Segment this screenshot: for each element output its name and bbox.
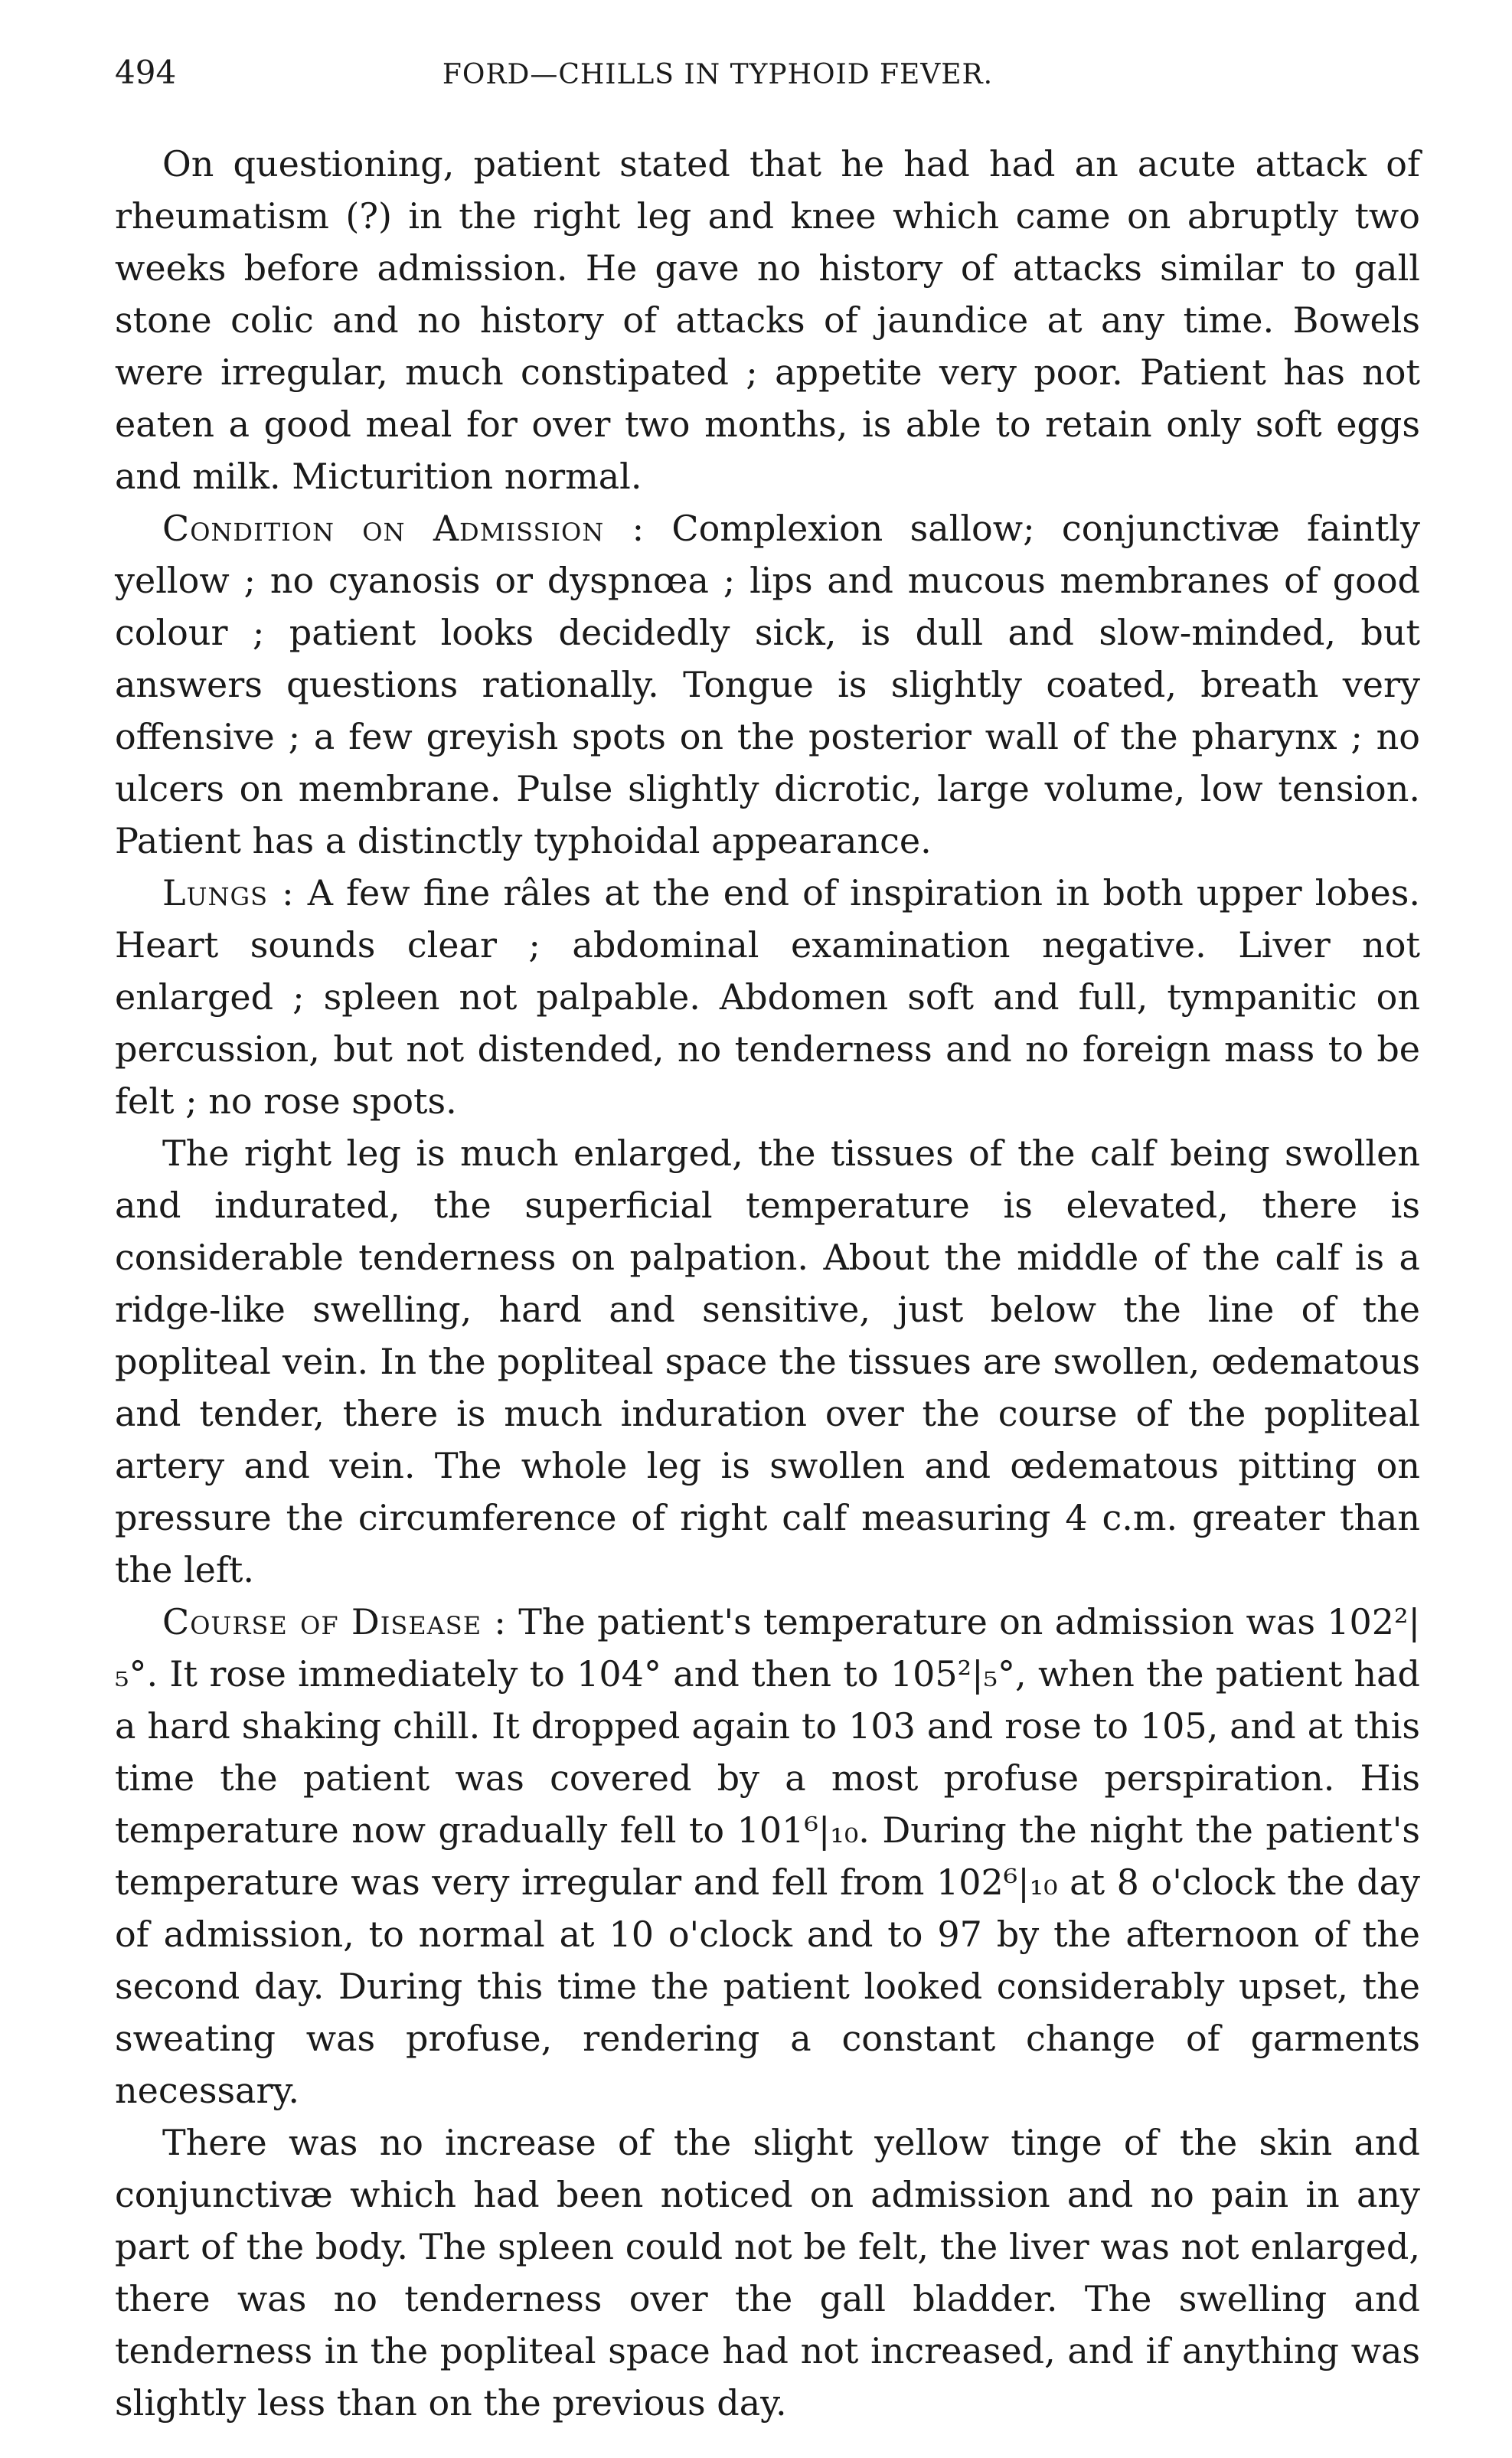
paragraph-text: There was no increase of the slight yellow tinge of the skin and conjunctivæ which had been noticed on admission and no pain in any part of the body. The spleen could not be felt, the liver was not enlarged, there was no tenderness over the gall bladder. The swelling and tenderness in the popliteal space had not increased, and if anything was slightly less than on the previous day. <box>115 2122 1420 2424</box>
paragraph <box>115 867 1420 1127</box>
paragraph-text: The patient's temperature on admission was 102²|₅°. It rose immediately to 104° and then to 105²|₅°, when the patient had a hard shaking chill. It dropped again to 103 and rose to 105, and at this time the patient was covered by a most profuse perspiration. His temperature now gradually fell to 101⁶|₁₀. During the night the patient's temperature was very irregular and fell from 102⁶|₁₀ at 8 o'clock the day of admission, to normal at 10 o'clock and to 97 by the afternoon of the second day. During this time the patient looked considerably upset, the sweating was profuse, rendering a constant change of garments necessary. <box>115 1601 1420 2111</box>
section-lead: Condition on Admission : <box>162 508 645 549</box>
paragraph <box>115 1596 1420 2116</box>
paragraph <box>115 138 1420 502</box>
paragraph-text: On questioning, patient stated that he had had an acute attack of rheumatism (?) in the right leg and knee which came on abruptly two weeks before admission. He gave no history of attacks similar to gall stone colic and no history of attacks of jaundice at any time. Bowels were irregular, much constipated ; appetite very poor. Patient has not eaten a good meal for over two months, is able to retain only soft eggs and milk. Micturition normal. <box>115 143 1420 497</box>
book-page <box>115 54 1420 2429</box>
body-text <box>115 138 1420 2429</box>
paragraph <box>115 502 1420 867</box>
paragraph-text: The right leg is much enlarged, the tissues of the calf being swollen and indurated, the superficial temperature is elevated, there is considerable tenderness on palpation. About the middle of the calf is a ridge-like swelling, hard and sensitive, just below the line of the popliteal vein. In the popliteal space the tissues are swollen, œdematous and tender, there is much induration over the course of the popliteal artery and vein. The whole leg is swollen and œdematous pitting on pressure the circumference of right calf measuring 4 c.m. greater than the left. <box>115 1133 1420 1590</box>
paragraph-text: A few fine râles at the end of inspiration in both upper lobes. Heart sounds clear ; abdominal examination negative. Liver not enlarged ; spleen not palpable. Abdomen soft and full, tympanitic on percussion, but not distended, no tenderness and no foreign mass to be felt ; no rose spots. <box>115 872 1420 1122</box>
page-header <box>115 54 1420 138</box>
page-number: 494 <box>115 54 177 91</box>
running-head: FORD—CHILLS IN TYPHOID FEVER. <box>442 59 994 90</box>
paragraph <box>115 2116 1420 2429</box>
section-lead: Lungs : <box>162 872 295 914</box>
paragraph-text: Complexion sallow; conjunctivæ faintly yellow ; no cyanosis or dyspnœa ; lips and mucous membranes of good colour ; patient looks decidedly sick, is dull and slow-minded, but answers questions rationally. Tongue is slightly coated, breath very offensive ; a few greyish spots on the posterior wall of the pharynx ; no ulcers on membrane. Pulse slightly dicrotic, large volume, low tension. Patient has a distinctly typhoidal appearance. <box>115 508 1421 861</box>
paragraph <box>115 1127 1420 1596</box>
section-lead: Course of Disease : <box>162 1601 507 1642</box>
